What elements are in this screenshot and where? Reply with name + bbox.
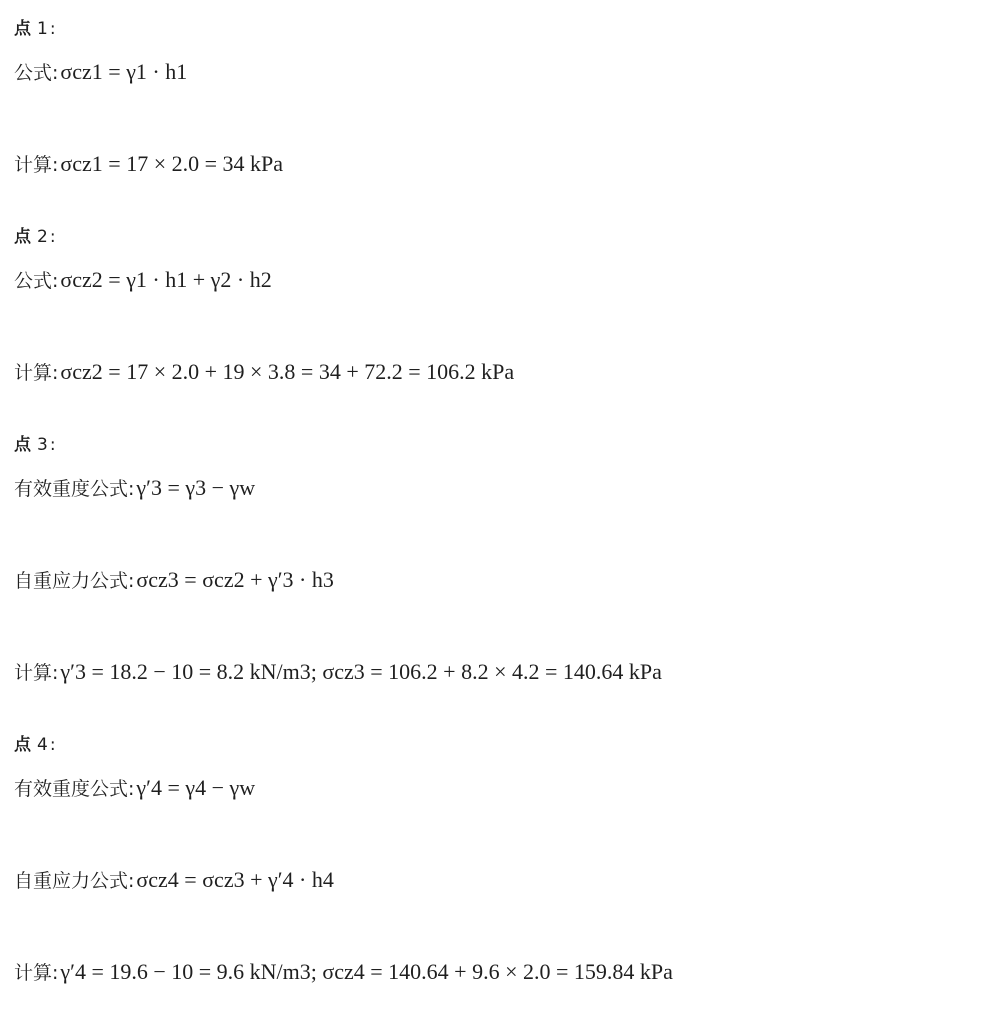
point-colon: : [49, 435, 56, 455]
self-expression: σcz4 = σcz3 + γ′4 · h4 [136, 867, 334, 892]
point-3-self-line [14, 566, 334, 593]
point-3-eff-line [14, 474, 255, 501]
calc-label: 计算: [14, 962, 59, 984]
point-colon: : [49, 19, 56, 39]
calc-expression: γ′4 = 19.6 − 10 = 9.6 kN/m3; σcz4 = 140.64 + 9.6 × 2.0 = 159.84 kPa [60, 959, 673, 984]
calc-expression: σcz1 = 17 × 2.0 = 34 kPa [60, 151, 284, 176]
point-char: 点 [14, 19, 31, 39]
point-1-calc-line [14, 150, 283, 177]
point-number: 3 [37, 435, 48, 455]
eff-label: 有效重度公式: [14, 778, 135, 800]
calc-label: 计算: [14, 362, 59, 384]
point-2-formula-line [14, 266, 272, 293]
calc-label: 计算: [14, 154, 59, 176]
point-2-calc-line [14, 358, 514, 385]
point-char: 点 [14, 227, 31, 247]
point-4-heading [14, 730, 56, 755]
eff-expression: γ′3 = γ3 − γw [136, 475, 256, 500]
self-expression: σcz3 = σcz2 + γ′3 · h3 [136, 567, 334, 592]
point-char: 点 [14, 435, 31, 455]
point-char: 点 [14, 735, 31, 755]
point-colon: : [49, 735, 56, 755]
calc-label: 计算: [14, 662, 59, 684]
self-label: 自重应力公式: [14, 870, 135, 892]
point-4-self-line [14, 866, 334, 893]
point-colon: : [49, 227, 56, 247]
point-2-heading [14, 222, 56, 247]
formula-label: 公式: [14, 62, 59, 84]
eff-label: 有效重度公式: [14, 478, 135, 500]
formula-expression: σcz1 = γ1 · h1 [60, 59, 188, 84]
point-3-heading [14, 430, 56, 455]
point-4-calc-line [14, 958, 673, 985]
point-4-eff-line [14, 774, 255, 801]
point-number: 4 [37, 735, 48, 755]
point-1-formula-line [14, 58, 187, 85]
point-1-heading [14, 14, 56, 39]
calc-expression: σcz2 = 17 × 2.0 + 19 × 3.8 = 34 + 72.2 = 106.2 kPa [60, 359, 515, 384]
point-3-calc-line [14, 658, 662, 685]
point-number: 1 [37, 19, 48, 39]
formula-label: 公式: [14, 270, 59, 292]
calc-expression: γ′3 = 18.2 − 10 = 8.2 kN/m3; σcz3 = 106.2 + 8.2 × 4.2 = 140.64 kPa [60, 659, 662, 684]
self-label: 自重应力公式: [14, 570, 135, 592]
point-number: 2 [37, 227, 48, 247]
eff-expression: γ′4 = γ4 − γw [136, 775, 256, 800]
formula-expression: σcz2 = γ1 · h1 + γ2 · h2 [60, 267, 272, 292]
